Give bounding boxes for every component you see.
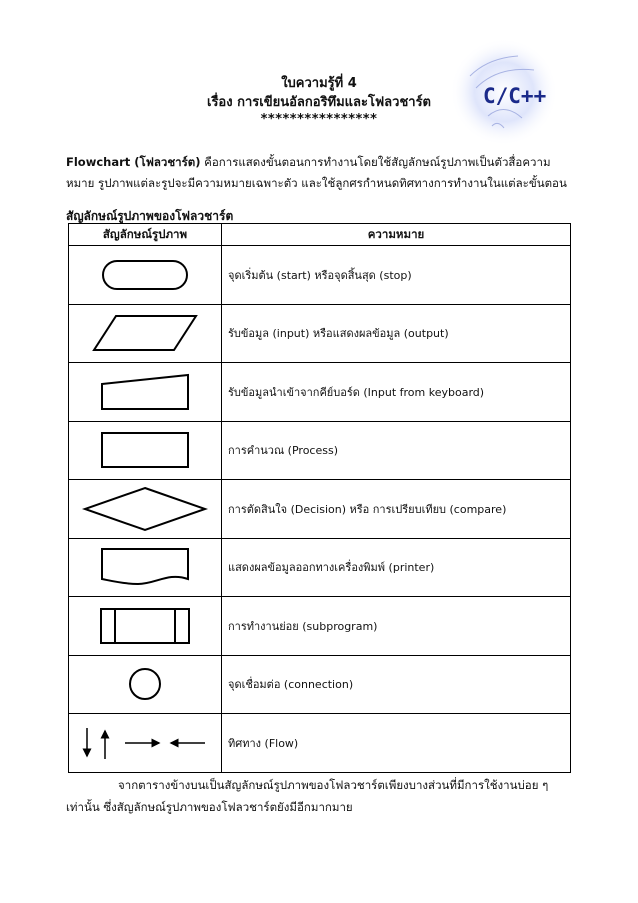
flow-arrows-icon — [79, 723, 211, 763]
process-icon — [98, 430, 192, 470]
section-title: สัญลักษณ์รูปภาพของโฟลวชาร์ต — [66, 209, 234, 223]
meaning-cell: ทิศทาง (Flow) — [222, 714, 571, 773]
meaning-cell: การคำนวณ (Process) — [222, 421, 571, 480]
table-row — [69, 597, 571, 656]
intro-body: คือการแสดงขั้นตอนการทำงานโดยใช้สัญลักษณ์รูปภาพเป็นตัวสื่อความหมาย รูปภาพแต่ละรูปจะมีความหมายเฉพาะตัว และใช้ลูกศรกำหนดทิศทางการทำงานในแต่ละขั้นตอน — [66, 155, 567, 190]
table-row — [69, 480, 571, 539]
connector-icon — [127, 666, 163, 702]
meaning-cell: จุดเริ่มต้น (start) หรือจุดสิ้นสุด (stop) — [222, 246, 571, 305]
table-header-row — [69, 224, 571, 246]
footer-paragraph: จากตารางข้างบนเป็นสัญลักษณ์รูปภาพของโฟลวชาร์ตเพียงบางส่วนที่มีการใช้งานบ่อย ๆ เท่านั้น ซึ่งสัญลักษณ์รูปภาพของโฟลวชาร์ตยังมีอีกมากมาย — [66, 778, 549, 814]
intro-paragraph — [66, 152, 574, 194]
manual-input-icon — [98, 372, 192, 412]
column-header-meaning: ความหมาย — [222, 224, 571, 246]
column-header-symbol: สัญลักษณ์รูปภาพ — [69, 224, 222, 246]
document-icon — [98, 546, 192, 588]
intro-term: Flowchart (โฟลวชาร์ต) — [66, 155, 201, 169]
table-row — [69, 246, 571, 305]
cpp-logo — [448, 36, 560, 148]
subprogram-icon — [97, 606, 193, 646]
meaning-cell: รับข้อมูลนำเข้าจากคีย์บอร์ด (Input from keyboard) — [222, 363, 571, 422]
table-row — [69, 538, 571, 597]
table-row — [69, 304, 571, 363]
title-divider-stars: **************** — [260, 112, 378, 127]
terminal-icon — [100, 258, 190, 292]
document-subtitle: เรื่อง การเขียนอัลกอริทึมและโฟลวชาร์ต — [207, 95, 431, 110]
table-row — [69, 655, 571, 714]
table-row — [69, 363, 571, 422]
decision-icon — [81, 485, 209, 533]
table-row — [69, 714, 571, 773]
meaning-cell: การตัดสินใจ (Decision) หรือ การเปรียบเทียบ (compare) — [222, 480, 571, 539]
meaning-cell: จุดเชื่อมต่อ (connection) — [222, 655, 571, 714]
flowchart-symbols-table — [68, 223, 571, 773]
logo-text: C/C++ — [483, 84, 547, 108]
document-title: ใบความรู้ที่ 4 — [281, 76, 357, 91]
meaning-cell: การทำงานย่อย (subprogram) — [222, 597, 571, 656]
meaning-cell: แสดงผลข้อมูลออกทางเครื่องพิมพ์ (printer) — [222, 538, 571, 597]
input-output-icon — [90, 313, 200, 353]
table-row — [69, 421, 571, 480]
meaning-cell: รับข้อมูล (input) หรือแสดงผลข้อมูล (output) — [222, 304, 571, 363]
